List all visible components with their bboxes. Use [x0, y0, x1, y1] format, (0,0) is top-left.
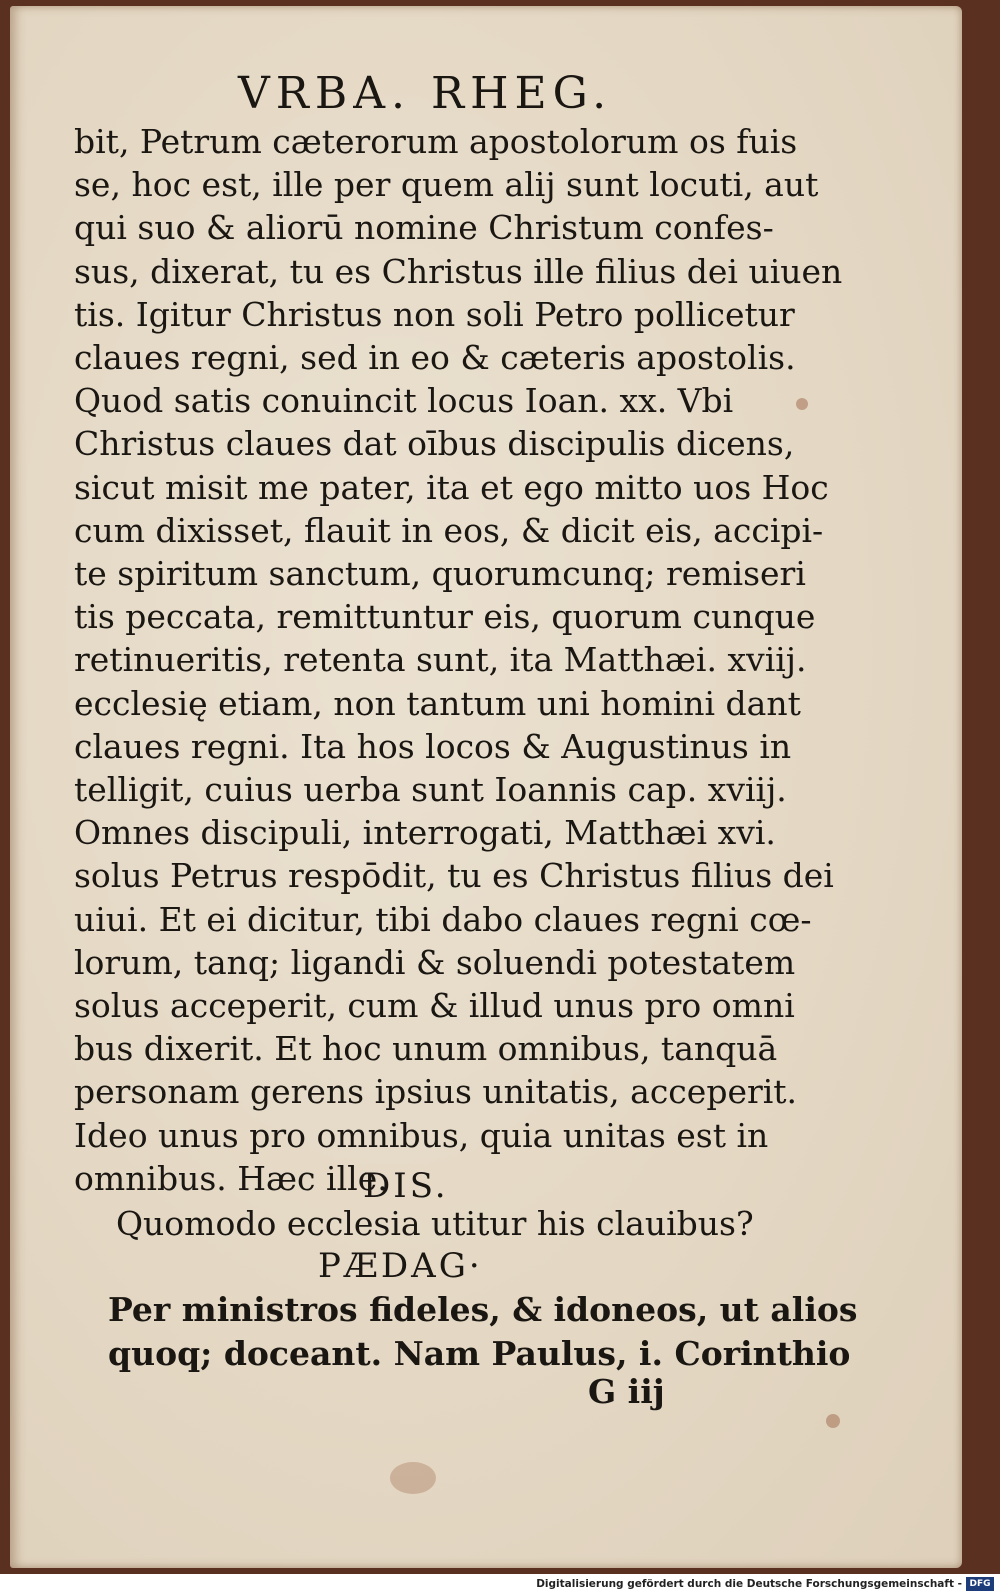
body-line: personam gerens ipsius unitatis, acceperit. [74, 1072, 798, 1112]
body-line: Quod satis conuincit locus Ioan. xx. Vbi [74, 381, 734, 421]
body-line: solus Petrus respōdit, tu es Christus filius dei [74, 856, 834, 896]
body-line: claues regni, sed in eo & cæteris apostolis. [74, 338, 796, 378]
body-line: bus dixerit. Et hoc unum omnibus, tanquā [74, 1029, 778, 1069]
body-line: claues regni. Ita hos locos & Augustinus in [74, 726, 792, 766]
body-line: omnibus. Hæc ille. [74, 1158, 388, 1198]
body-line: tis. Igitur Christus non soli Petro pollicetur [74, 294, 795, 334]
body-line: sus, dixerat, tu es Christus ille filius dei uiuen [74, 251, 843, 291]
body-line: se, hoc est, ille per quem alij sunt locuti, aut [74, 165, 819, 205]
signature-mark: G iij [588, 1372, 665, 1411]
answer-line: Per ministros fideles, & idoneos, ut alios [108, 1290, 858, 1329]
body-line: bit, Petrum cæterorum apostolorum os fuis [74, 122, 798, 161]
body-line: Omnes discipuli, interrogati, Matthæi xvi. [74, 813, 776, 853]
body-line: telligit, cuius uerba sunt Ioannis cap. xviij. [74, 770, 787, 810]
body-line: te spiritum sanctum, quorumcunq; remiseri [74, 554, 806, 594]
body-line: uiui. Et ei dicitur, tibi dabo claues regni cœ- [74, 899, 812, 939]
body-line: retinueritis, retenta sunt, ita Matthæi. xviij. [74, 640, 807, 680]
answer-text [108, 1288, 857, 1376]
body-text [74, 120, 843, 1200]
body-line: ecclesię etiam, non tantum uni homini dant [74, 683, 801, 723]
digitization-footer [0, 1574, 1000, 1596]
body-line: Christus claues dat oībus discipulis dicens, [74, 424, 795, 464]
body-line: sicut misit me pater, ita et ego mitto uos Hoc [74, 467, 829, 507]
ink-stain [796, 398, 808, 410]
body-line: qui suo & aliorū nomine Christum confes- [74, 208, 774, 248]
book-page [10, 6, 962, 1568]
body-line: solus acceperit, cum & illud unus pro omni [74, 986, 795, 1026]
speaker-label-dis: DIS. [363, 1166, 449, 1206]
dfg-logo: DFG [966, 1577, 994, 1591]
ink-stain [826, 1414, 840, 1428]
body-line: tis peccata, remittuntur eis, quorum cunque [74, 597, 816, 637]
body-line: Ideo unus pro omnibus, quia unitas est in [74, 1115, 769, 1155]
running-header: VRBA. RHEG. [238, 68, 613, 119]
speaker-label-paedag: PÆDAG· [318, 1246, 483, 1286]
footer-credit: Digitalisierung gefördert durch die Deutsche Forschungsgemeinschaft - [536, 1578, 962, 1590]
question-line: Quomodo ecclesia utitur his clauibus? [116, 1204, 754, 1243]
answer-line: quoq; doceant. Nam Paulus, i. Corinthio [108, 1334, 851, 1373]
paper-stain [390, 1462, 436, 1494]
body-line: cum dixisset, flauit in eos, & dicit eis, accipi- [74, 510, 824, 550]
body-line: lorum, tanq; ligandi & soluendi potestatem [74, 942, 796, 982]
